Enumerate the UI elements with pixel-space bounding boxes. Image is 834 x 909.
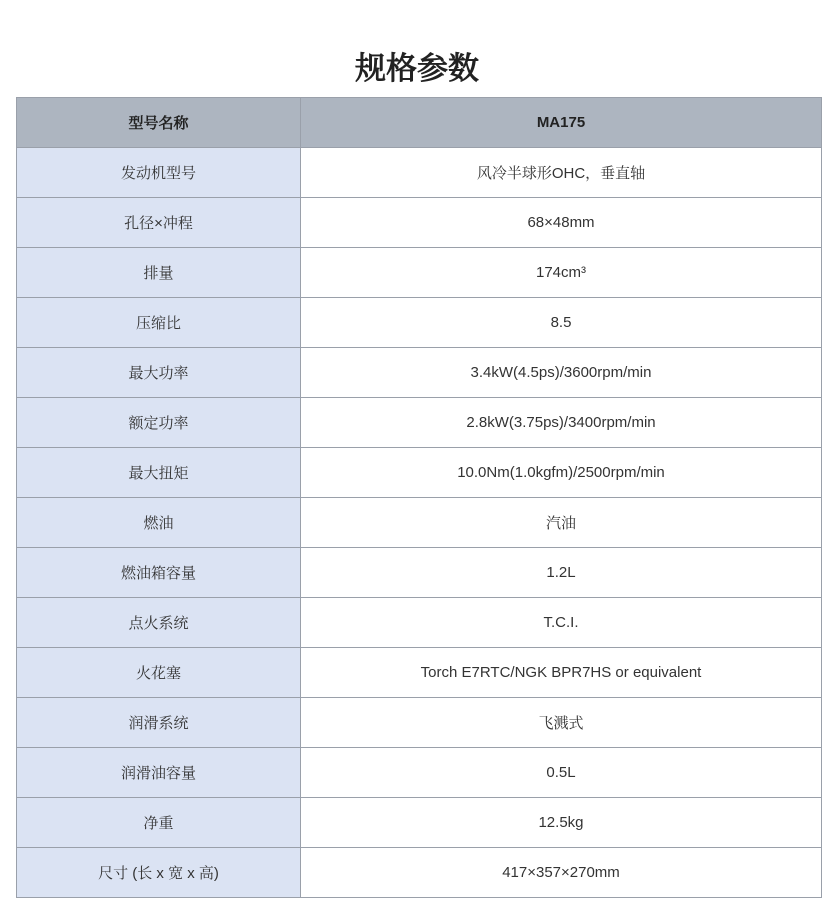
spec-value: 417×357×270mm bbox=[301, 848, 822, 898]
table-row bbox=[17, 298, 822, 348]
spec-value: 68×48mm bbox=[301, 198, 822, 248]
spec-value: 174cm³ bbox=[301, 248, 822, 298]
header-name-label: 型号名称 bbox=[17, 98, 301, 148]
spec-label: 孔径×冲程 bbox=[17, 198, 301, 248]
spec-label: 尺寸 (长 x 宽 x 高) bbox=[17, 848, 301, 898]
page-title: 规格参数 bbox=[355, 50, 479, 87]
spec-label: 燃油 bbox=[17, 498, 301, 548]
table-row bbox=[17, 398, 822, 448]
header-model: MA175 bbox=[301, 98, 822, 148]
table-row bbox=[17, 548, 822, 598]
spec-label: 额定功率 bbox=[17, 398, 301, 448]
spec-label: 燃油箱容量 bbox=[17, 548, 301, 598]
table-row bbox=[17, 248, 822, 298]
table-row bbox=[17, 598, 822, 648]
table-row bbox=[17, 448, 822, 498]
spec-value: 0.5L bbox=[301, 748, 822, 798]
table-row bbox=[17, 698, 822, 748]
spec-value: 飞溅式 bbox=[301, 698, 822, 748]
spec-label: 点火系统 bbox=[17, 598, 301, 648]
spec-label: 排量 bbox=[17, 248, 301, 298]
spec-value: 3.4kW(4.5ps)/3600rpm/min bbox=[301, 348, 822, 398]
spec-label: 发动机型号 bbox=[17, 148, 301, 198]
spec-label: 火花塞 bbox=[17, 648, 301, 698]
table-row bbox=[17, 848, 822, 898]
table-header-row bbox=[17, 98, 822, 148]
table-row bbox=[17, 348, 822, 398]
table-row bbox=[17, 648, 822, 698]
spec-value: 1.2L bbox=[301, 548, 822, 598]
spec-value: 8.5 bbox=[301, 298, 822, 348]
table-row bbox=[17, 198, 822, 248]
table-row bbox=[17, 148, 822, 198]
spec-label: 润滑系统 bbox=[17, 698, 301, 748]
spec-value: 风冷半球形OHC，垂直轴 bbox=[301, 148, 822, 198]
spec-value: Torch E7RTC/NGK BPR7HS or equivalent bbox=[301, 648, 822, 698]
spec-label: 润滑油容量 bbox=[17, 748, 301, 798]
spec-value: 汽油 bbox=[301, 498, 822, 548]
spec-label: 最大功率 bbox=[17, 348, 301, 398]
spec-value: 10.0Nm(1.0kgfm)/2500rpm/min bbox=[301, 448, 822, 498]
spec-label: 最大扭矩 bbox=[17, 448, 301, 498]
table-row bbox=[17, 798, 822, 848]
table-row bbox=[17, 498, 822, 548]
spec-table bbox=[16, 97, 822, 898]
table-row bbox=[17, 748, 822, 798]
spec-label: 压缩比 bbox=[17, 298, 301, 348]
spec-value: 2.8kW(3.75ps)/3400rpm/min bbox=[301, 398, 822, 448]
spec-value: T.C.I. bbox=[301, 598, 822, 648]
spec-value: 12.5kg bbox=[301, 798, 822, 848]
spec-label: 净重 bbox=[17, 798, 301, 848]
